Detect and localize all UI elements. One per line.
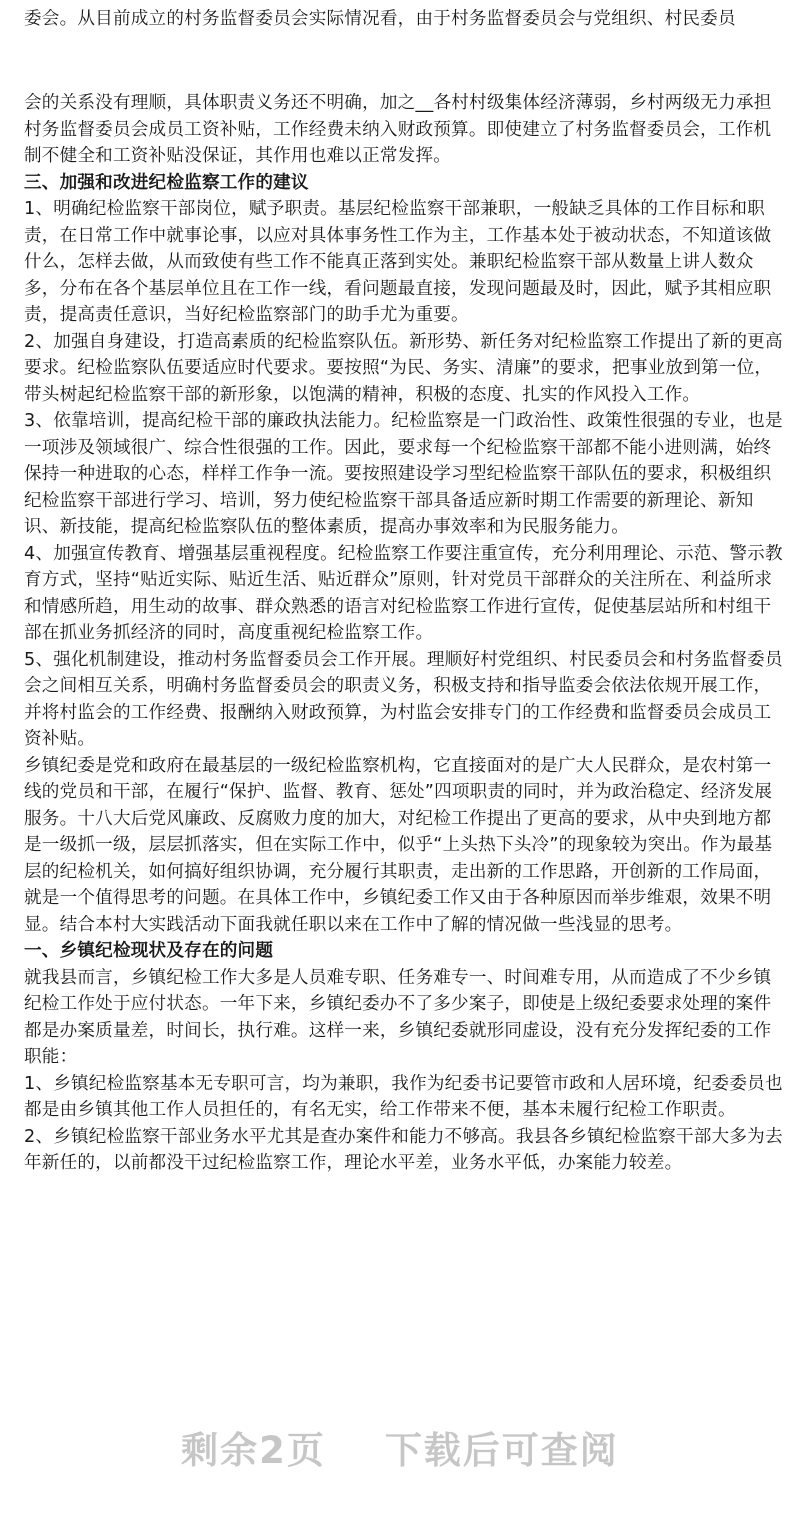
- paragraph: 1、乡镇纪检监察基本无专职可言，均为兼职，我作为纪委书记要管市政和人居环境，纪委委员也都是由乡镇其他工作人员担任的，有名无实，给工作带来不便，基本未履行纪检工作职责。: [24, 1073, 783, 1120]
- paragraph: 2、乡镇纪检监察干部业务水平尤其是查办案件和能力不够高。我县各乡镇纪检监察干部大多为去年新任的，以前都没干过纪检监察工作，理论水平差，业务水平低，办案能力较差。: [24, 1126, 783, 1173]
- section-heading: 一、乡镇纪检现状及存在的问题: [24, 941, 274, 961]
- paragraph: 1、明确纪检监察干部岗位，赋予职责。基层纪检监察干部兼职，一般缺乏具体的工作目标和职责，在日常工作中就事论事，以应对具体事务性工作为主，工作基本处于被动状态，不知道该做什么，怎样去做，从而致使有些工作不能真正落到实处。兼职纪检监察干部从数量上讲人数众多，分布在各个基层单位且在工作一线，看问题最直接，发现问题最及时，因此，赋予其相应职责，提高责任意识，当好纪检监察部门的助手尤为重要。: [24, 199, 772, 325]
- paragraph: 3、依靠培训，提高纪检干部的廉政执法能力。纪检监察是一门政治性、政策性很强的专业，也是一项涉及领域很广、综合性很强的工作。因此，要求每一个纪检监察干部都不能小进则满，始终保持一种进取的心态，样样工作争一流。要按照建设学习型纪检监察干部队伍的要求，积极组织纪检监察干部进行学习、培训，努力使纪检监察干部具备适应新时期工作需要的新理论、新知识、新技能，提高纪检监察队伍的整体素质，提高办事效率和为民服务能力。: [24, 411, 783, 537]
- remaining-pages-label: 剩余2页: [181, 1429, 326, 1472]
- paragraph: 2、加强自身建设，打造高素质的纪检监察队伍。新形势、新任务对纪检监察工作提出了新的更高要求。纪检监察队伍要适应时代要求。要按照“为民、务实、清廉”的要求，把事业放到第一位，带头树起纪检监察干部的新形象，以饱满的精神，积极的态度、扎实的作风投入工作。: [24, 331, 783, 405]
- download-to-view-label: 下载后可查阅: [384, 1429, 619, 1472]
- paragraph: 4、加强宣传教育、增强基层重视程度。纪检监察工作要注重宣传，充分利用理论、示范、警示教育方式，坚持“贴近实际、贴近生活、贴近群众”原则，针对党员干部群众的关注所在、利益所求和情感所趋，用生动的故事、群众熟悉的语言对纪检监察工作进行宣传，促使基层站所和村组干部在抓业务抓经济的同时，高度重视纪检监察工作。: [24, 543, 783, 643]
- paragraph: 5、强化机制建设，推动村务监督委员会工作开展。理顺好村党组织、村民委员会和村务监督委员会之间相互关系，明确村务监督委员会的职责义务，积极支持和指导监委会依法依规开展工作，并将村监会的工作经费、报酬纳入财政预算，为村监会安排专门的工作经费和监督委员会成员工资补贴。: [24, 649, 783, 749]
- paragraph: 乡镇纪委是党和政府在最基层的一级纪检监察机构，它直接面对的是广大人民群众，是农村第一线的党员和干部，在履行“保护、监督、教育、惩处”四项职责的同时，并为政治稳定、经济发展服务。十八大后党风廉政、反腐败力度的加大，对纪检工作提出了更高的要求，从中央到地方都是一级抓一级，层层抓落实，但在实际工作中，似乎“上头热下头冷”的现象较为突出。作为最基层的纪检机关，如何搞好组织协调，充分履行其职责，走出新的工作思路，开创新的工作局面，就是一个值得思考的问题。在具体工作中，乡镇纪委工作又由于各种原因而举步维艰，效果不明显。结合本村大实践活动下面我就任职以来在工作中了解的情况做一些浅显的思考。: [24, 755, 773, 935]
- download-prompt-footer[interactable]: [0, 1420, 800, 1474]
- document-body: [24, 90, 784, 1177]
- section-heading: 三、加强和改进纪检监察工作的建议: [24, 172, 309, 193]
- paragraph: 会的关系没有理顺，具体职责义务还不明确，加之__各村村级集体经济薄弱，乡村两级无力承担村务监督委员会成员工资补贴，工作经费未纳入财政预算。即使建立了村务监督委员会，工作机制不健全和工资补贴没保证，其作用也难以正常发挥。: [24, 93, 772, 166]
- paragraph: 就我县而言，乡镇纪检工作大多是人员难专职、任务难专一、时间难专用，从而造成了不少乡镇纪检工作处于应付状态。一年下来，乡镇纪委办不了多少案子，即使是上级纪委要求处理的案件都是办案质量差，时间长，执行难。这样一来，乡镇纪委就形同虚设，没有充分发挥纪委的工作职能：: [24, 967, 772, 1067]
- document-top-line: 委会。从目前成立的村务监督委员会实际情况看，由于村务监督委员会与党组织、村民委员: [24, 9, 736, 29]
